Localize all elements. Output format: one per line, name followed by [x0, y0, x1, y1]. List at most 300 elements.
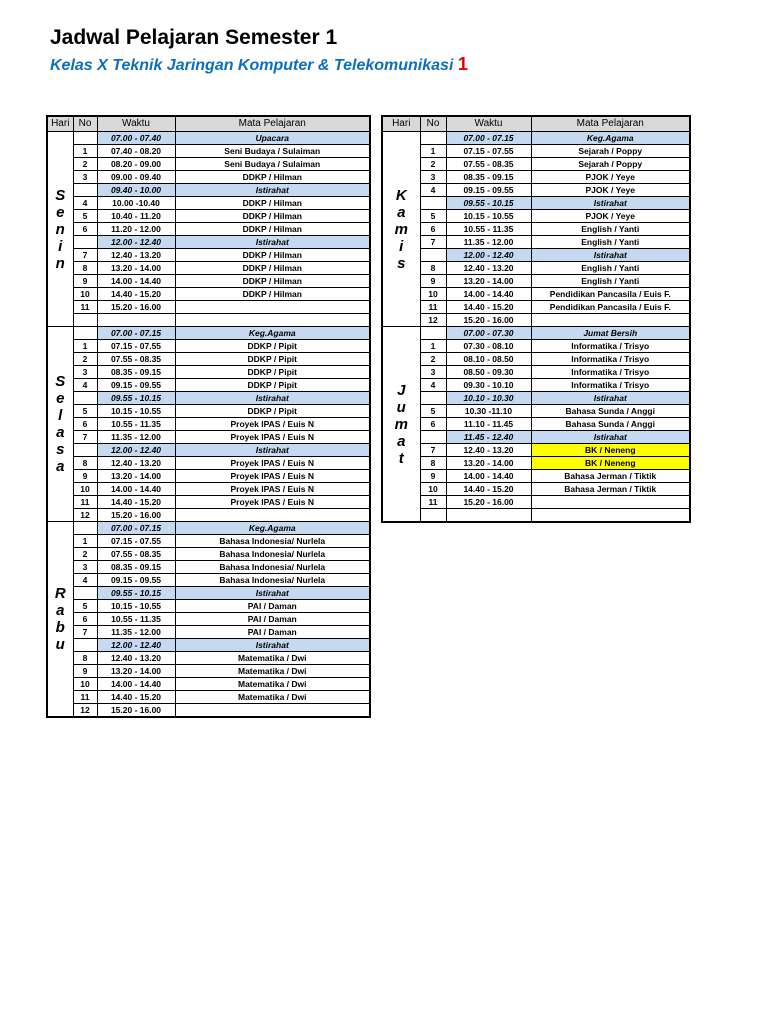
time-cell: 11.20 - 12.00	[97, 223, 175, 236]
schedule-row	[47, 600, 370, 613]
period-number: 7	[420, 236, 446, 249]
subject-cell: BK / Neneng	[531, 444, 690, 457]
period-number	[420, 327, 446, 340]
schedule-row	[47, 548, 370, 561]
period-number: 10	[420, 288, 446, 301]
time-cell: 14.40 - 15.20	[97, 691, 175, 704]
schedule-row	[47, 483, 370, 496]
schedule-row	[47, 431, 370, 444]
header-hari: Hari	[47, 116, 73, 132]
period-number	[73, 639, 97, 652]
schedule-row	[382, 470, 690, 483]
day-label-text: J u m a t	[394, 381, 408, 467]
schedule-row	[47, 678, 370, 691]
subject-cell: DDKP / Pipit	[175, 405, 370, 418]
subject-cell: DDKP / Pipit	[175, 353, 370, 366]
period-number: 3	[73, 561, 97, 574]
time-cell: 12.40 - 13.20	[97, 652, 175, 665]
time-cell: 07.55 - 08.35	[97, 548, 175, 561]
period-number: 8	[420, 457, 446, 470]
time-cell	[97, 314, 175, 327]
subject-cell: Informatika / Trisyo	[531, 366, 690, 379]
period-number: 6	[73, 223, 97, 236]
subject-cell: Bahasa Sunda / Anggi	[531, 405, 690, 418]
period-number: 11	[73, 691, 97, 704]
schedule-row	[47, 665, 370, 678]
time-cell: 15.20 - 16.00	[97, 509, 175, 522]
subject-cell: Istirahat	[531, 249, 690, 262]
subject-cell: Sejarah / Poppy	[531, 158, 690, 171]
period-number: 1	[73, 340, 97, 353]
subject-cell: DDKP / Hilman	[175, 210, 370, 223]
period-number	[73, 522, 97, 535]
time-cell: 08.10 - 08.50	[446, 353, 531, 366]
schedule-row	[47, 275, 370, 288]
subject-cell: Proyek IPAS / Euis N	[175, 483, 370, 496]
time-cell: 07.00 - 07.30	[446, 327, 531, 340]
table-header-row	[382, 116, 690, 132]
time-cell: 07.00 - 07.15	[97, 522, 175, 535]
period-number: 5	[73, 210, 97, 223]
schedule-row	[47, 405, 370, 418]
schedule-row	[47, 418, 370, 431]
schedule-table-right	[381, 115, 691, 523]
day-label-text: S e l a s a	[55, 373, 66, 475]
period-number	[73, 236, 97, 249]
subject-cell: DDKP / Hilman	[175, 249, 370, 262]
schedule-row	[47, 652, 370, 665]
time-cell: 10.10 - 10.30	[446, 392, 531, 405]
subject-cell: DDKP / Hilman	[175, 288, 370, 301]
header-mata-pelajaran: Mata Pelajaran	[175, 116, 370, 132]
subject-cell: Sejarah / Poppy	[531, 145, 690, 158]
schedule-row	[382, 301, 690, 314]
period-number: 2	[420, 158, 446, 171]
subject-cell	[531, 314, 690, 327]
period-number	[73, 314, 97, 327]
day-label-senin	[47, 132, 73, 327]
schedule-row	[47, 301, 370, 314]
time-cell: 10.00 -10.40	[97, 197, 175, 210]
subject-cell: DDKP / Pipit	[175, 340, 370, 353]
schedule-row	[382, 418, 690, 431]
time-cell: 14.40 - 15.20	[97, 496, 175, 509]
schedule-row	[47, 509, 370, 522]
schedule-row	[382, 496, 690, 509]
subject-cell: Istirahat	[175, 236, 370, 249]
period-number: 9	[73, 665, 97, 678]
subject-cell: Upacara	[175, 132, 370, 145]
time-cell: 07.30 - 08.10	[446, 340, 531, 353]
day-label-text: R a b u	[54, 585, 66, 653]
schedule-row	[47, 587, 370, 600]
period-number	[420, 197, 446, 210]
subject-cell: Bahasa Indonesia/ Nurlela	[175, 561, 370, 574]
time-cell: 15.20 - 16.00	[446, 496, 531, 509]
schedule-row	[382, 145, 690, 158]
time-cell: 14.00 - 14.40	[97, 275, 175, 288]
time-cell: 08.35 - 09.15	[446, 171, 531, 184]
subject-cell	[175, 314, 370, 327]
day-label-selasa	[47, 327, 73, 522]
schedule-row	[382, 353, 690, 366]
subject-cell: English / Yanti	[531, 236, 690, 249]
time-cell: 10.15 - 10.55	[446, 210, 531, 223]
schedule-row	[382, 379, 690, 392]
subject-cell: Jumat Bersih	[531, 327, 690, 340]
schedule-row	[47, 444, 370, 457]
subject-cell: DDKP / Pipit	[175, 366, 370, 379]
time-cell: 10.30 -11.10	[446, 405, 531, 418]
period-number: 8	[73, 652, 97, 665]
period-number: 8	[420, 262, 446, 275]
time-cell: 07.55 - 08.35	[446, 158, 531, 171]
schedule-row	[47, 210, 370, 223]
day-label-text: K a m i s	[394, 186, 408, 272]
schedule-row	[382, 457, 690, 470]
schedule-row	[47, 639, 370, 652]
schedule-row	[47, 132, 370, 145]
schedule-row	[382, 184, 690, 197]
period-number: 3	[73, 171, 97, 184]
period-number	[73, 327, 97, 340]
time-cell: 12.40 - 13.20	[446, 262, 531, 275]
subject-cell: Proyek IPAS / Euis N	[175, 457, 370, 470]
schedule-row	[47, 366, 370, 379]
time-cell: 09.55 - 10.15	[97, 392, 175, 405]
subject-cell: Istirahat	[175, 184, 370, 197]
period-number	[73, 587, 97, 600]
schedule-row	[382, 158, 690, 171]
schedule-row	[47, 171, 370, 184]
subject-cell: Informatika / Trisyo	[531, 379, 690, 392]
schedule-row	[382, 210, 690, 223]
period-number: 10	[73, 483, 97, 496]
subject-cell: BK / Neneng	[531, 457, 690, 470]
subject-cell: Keg.Agama	[175, 522, 370, 535]
time-cell: 07.55 - 08.35	[97, 353, 175, 366]
time-cell: 07.00 - 07.15	[446, 132, 531, 145]
period-number: 4	[73, 379, 97, 392]
time-cell: 10.15 - 10.55	[97, 405, 175, 418]
subject-cell: Keg.Agama	[175, 327, 370, 340]
subject-cell	[531, 509, 690, 523]
period-number: 3	[73, 366, 97, 379]
period-number: 11	[420, 301, 446, 314]
time-cell: 12.00 - 12.40	[97, 444, 175, 457]
time-cell: 09.40 - 10.00	[97, 184, 175, 197]
schedule-row	[47, 249, 370, 262]
time-cell: 07.40 - 08.20	[97, 145, 175, 158]
day-label-rabu	[47, 522, 73, 718]
period-number: 1	[73, 145, 97, 158]
schedule-row	[47, 496, 370, 509]
period-number: 4	[73, 197, 97, 210]
time-cell: 12.00 - 12.40	[97, 639, 175, 652]
subject-cell: Informatika / Trisyo	[531, 340, 690, 353]
period-number: 6	[420, 223, 446, 236]
period-number: 10	[420, 483, 446, 496]
period-number: 7	[73, 431, 97, 444]
time-cell: 13.20 - 14.00	[446, 275, 531, 288]
period-number	[420, 509, 446, 523]
time-cell: 11.10 - 11.45	[446, 418, 531, 431]
time-cell: 09.55 - 10.15	[446, 197, 531, 210]
subject-cell: DDKP / Hilman	[175, 197, 370, 210]
subject-cell: Seni Budaya / Sulaiman	[175, 158, 370, 171]
period-number: 7	[420, 444, 446, 457]
time-cell: 07.15 - 07.55	[97, 535, 175, 548]
period-number: 6	[73, 613, 97, 626]
period-number: 9	[420, 275, 446, 288]
period-number: 5	[420, 405, 446, 418]
schedule-row	[382, 509, 690, 523]
time-cell: 13.20 - 14.00	[97, 470, 175, 483]
schedule-row	[382, 314, 690, 327]
schedule-row	[47, 223, 370, 236]
time-cell: 10.15 - 10.55	[97, 600, 175, 613]
period-number: 12	[73, 704, 97, 718]
time-cell: 09.15 - 09.55	[97, 574, 175, 587]
subject-cell: Istirahat	[531, 197, 690, 210]
header-no: No	[420, 116, 446, 132]
time-cell: 14.40 - 15.20	[97, 288, 175, 301]
period-number: 5	[73, 405, 97, 418]
subject-cell: DDKP / Hilman	[175, 262, 370, 275]
time-cell: 14.00 - 14.40	[97, 483, 175, 496]
schedule-row	[382, 249, 690, 262]
subject-cell	[175, 509, 370, 522]
schedule-row	[47, 704, 370, 718]
time-cell: 08.35 - 09.15	[97, 561, 175, 574]
period-number	[420, 431, 446, 444]
schedule-row	[47, 535, 370, 548]
subject-cell: DDKP / Pipit	[175, 379, 370, 392]
period-number: 1	[420, 145, 446, 158]
time-cell: 11.35 - 12.00	[97, 431, 175, 444]
time-cell: 13.20 - 14.00	[446, 457, 531, 470]
time-cell: 11.35 - 12.00	[97, 626, 175, 639]
subject-cell: DDKP / Hilman	[175, 223, 370, 236]
schedule-row	[47, 457, 370, 470]
subject-cell: Istirahat	[175, 639, 370, 652]
day-label-jumat	[382, 327, 420, 523]
time-cell: 08.50 - 09.30	[446, 366, 531, 379]
schedule-row	[382, 431, 690, 444]
subject-cell: Proyek IPAS / Euis N	[175, 496, 370, 509]
day-label-kamis	[382, 132, 420, 327]
schedule-row	[382, 132, 690, 145]
time-cell: 13.20 - 14.00	[97, 665, 175, 678]
period-number: 11	[73, 496, 97, 509]
period-number: 5	[73, 600, 97, 613]
time-cell: 07.15 - 07.55	[446, 145, 531, 158]
header-mata-pelajaran: Mata Pelajaran	[531, 116, 690, 132]
subject-cell: Proyek IPAS / Euis N	[175, 418, 370, 431]
schedule-row	[47, 314, 370, 327]
schedule-row	[382, 275, 690, 288]
schedule-row	[382, 236, 690, 249]
time-cell: 08.20 - 09.00	[97, 158, 175, 171]
time-cell: 11.35 - 12.00	[446, 236, 531, 249]
subject-cell: Bahasa Indonesia/ Nurlela	[175, 574, 370, 587]
subject-cell: Proyek IPAS / Euis N	[175, 431, 370, 444]
schedule-row	[47, 145, 370, 158]
schedule-row	[382, 171, 690, 184]
schedule-row	[47, 184, 370, 197]
subject-cell: PJOK / Yeye	[531, 171, 690, 184]
period-number: 2	[73, 353, 97, 366]
header-hari: Hari	[382, 116, 420, 132]
schedule-row	[47, 197, 370, 210]
header-waktu: Waktu	[97, 116, 175, 132]
subject-cell: Pendidikan Pancasila / Euis F.	[531, 288, 690, 301]
period-number: 10	[73, 678, 97, 691]
subject-cell: Istirahat	[175, 392, 370, 405]
subject-cell	[175, 301, 370, 314]
schedule-row	[47, 574, 370, 587]
page-title: Jadwal Pelajaran Semester 1	[50, 26, 338, 49]
period-number: 9	[73, 275, 97, 288]
time-cell: 07.00 - 07.15	[97, 327, 175, 340]
time-cell: 10.40 - 11.20	[97, 210, 175, 223]
period-number	[420, 392, 446, 405]
period-number: 7	[73, 249, 97, 262]
period-number	[73, 184, 97, 197]
period-number	[73, 444, 97, 457]
subject-cell: Seni Budaya / Sulaiman	[175, 145, 370, 158]
time-cell: 09.00 - 09.40	[97, 171, 175, 184]
period-number	[73, 132, 97, 145]
period-number	[420, 132, 446, 145]
schedule-row	[382, 483, 690, 496]
schedule-row	[47, 626, 370, 639]
subject-cell: Pendidikan Pancasila / Euis F.	[531, 301, 690, 314]
subject-cell: Istirahat	[175, 587, 370, 600]
schedule-row	[382, 366, 690, 379]
period-number: 2	[73, 158, 97, 171]
schedule-row	[382, 340, 690, 353]
schedule-row	[382, 405, 690, 418]
page-subtitle	[50, 54, 468, 75]
subject-cell: Bahasa Jerman / Tiktik	[531, 483, 690, 496]
schedule-row	[47, 236, 370, 249]
subject-cell: English / Yanti	[531, 275, 690, 288]
subject-cell: Bahasa Indonesia/ Nurlela	[175, 548, 370, 561]
header-waktu: Waktu	[446, 116, 531, 132]
subject-cell: Keg.Agama	[531, 132, 690, 145]
time-cell: 14.00 - 14.40	[446, 288, 531, 301]
subject-cell: Informatika / Trisyo	[531, 353, 690, 366]
period-number: 2	[420, 353, 446, 366]
period-number: 9	[73, 470, 97, 483]
period-number	[420, 249, 446, 262]
time-cell: 08.35 - 09.15	[97, 366, 175, 379]
subject-cell: PJOK / Yeye	[531, 184, 690, 197]
subject-cell: Bahasa Jerman / Tiktik	[531, 470, 690, 483]
schedule-row	[382, 327, 690, 340]
schedule-row	[47, 561, 370, 574]
time-cell	[446, 509, 531, 523]
period-number: 8	[73, 262, 97, 275]
subject-cell: PAI / Daman	[175, 613, 370, 626]
period-number: 3	[420, 366, 446, 379]
period-number: 2	[73, 548, 97, 561]
time-cell: 12.00 - 12.40	[97, 236, 175, 249]
subject-cell	[531, 496, 690, 509]
period-number: 4	[73, 574, 97, 587]
schedule-row	[47, 392, 370, 405]
period-number: 1	[73, 535, 97, 548]
period-number: 4	[420, 379, 446, 392]
period-number: 9	[420, 470, 446, 483]
time-cell: 12.40 - 13.20	[97, 457, 175, 470]
subject-cell: Bahasa Indonesia/ Nurlela	[175, 535, 370, 548]
time-cell: 10.55 - 11.35	[97, 418, 175, 431]
schedule-row	[382, 392, 690, 405]
time-cell: 07.00 - 07.40	[97, 132, 175, 145]
subject-cell: Matematika / Dwi	[175, 678, 370, 691]
time-cell: 14.00 - 14.40	[97, 678, 175, 691]
schedule-row	[47, 158, 370, 171]
subject-cell: DDKP / Hilman	[175, 171, 370, 184]
schedule-row	[47, 613, 370, 626]
subject-cell: English / Yanti	[531, 262, 690, 275]
subtitle-text: Kelas X Teknik Jaringan Komputer & Telekomunikasi	[50, 57, 454, 74]
subject-cell: English / Yanti	[531, 223, 690, 236]
subject-cell: Istirahat	[175, 444, 370, 457]
schedule-row	[382, 197, 690, 210]
time-cell: 14.00 - 14.40	[446, 470, 531, 483]
subject-cell: Istirahat	[531, 392, 690, 405]
subject-cell: PAI / Daman	[175, 600, 370, 613]
time-cell: 07.15 - 07.55	[97, 340, 175, 353]
time-cell: 14.40 - 15.20	[446, 483, 531, 496]
schedule-row	[47, 262, 370, 275]
schedule-table-left	[46, 115, 371, 718]
schedule-row	[382, 288, 690, 301]
subject-cell: Istirahat	[531, 431, 690, 444]
subject-cell: PJOK / Yeye	[531, 210, 690, 223]
period-number: 12	[420, 314, 446, 327]
time-cell: 10.55 - 11.35	[97, 613, 175, 626]
time-cell: 09.15 - 09.55	[446, 184, 531, 197]
time-cell: 09.15 - 09.55	[97, 379, 175, 392]
subject-cell: DDKP / Hilman	[175, 275, 370, 288]
period-number: 10	[73, 288, 97, 301]
subject-cell: Proyek IPAS / Euis N	[175, 470, 370, 483]
schedule-row	[47, 288, 370, 301]
period-number: 4	[420, 184, 446, 197]
schedule-row	[47, 327, 370, 340]
schedule-row	[382, 262, 690, 275]
period-number: 3	[420, 171, 446, 184]
time-cell: 12.40 - 13.20	[97, 249, 175, 262]
period-number: 6	[73, 418, 97, 431]
period-number: 5	[420, 210, 446, 223]
subject-cell: Matematika / Dwi	[175, 652, 370, 665]
subject-cell: PAI / Daman	[175, 626, 370, 639]
schedule-row	[47, 379, 370, 392]
time-cell: 15.20 - 16.00	[446, 314, 531, 327]
time-cell: 15.20 - 16.00	[97, 301, 175, 314]
subtitle-number: 1	[457, 54, 468, 74]
subject-cell: Bahasa Sunda / Anggi	[531, 418, 690, 431]
period-number: 12	[73, 509, 97, 522]
period-number: 11	[420, 496, 446, 509]
subject-cell: Matematika / Dwi	[175, 691, 370, 704]
time-cell: 13.20 - 14.00	[97, 262, 175, 275]
